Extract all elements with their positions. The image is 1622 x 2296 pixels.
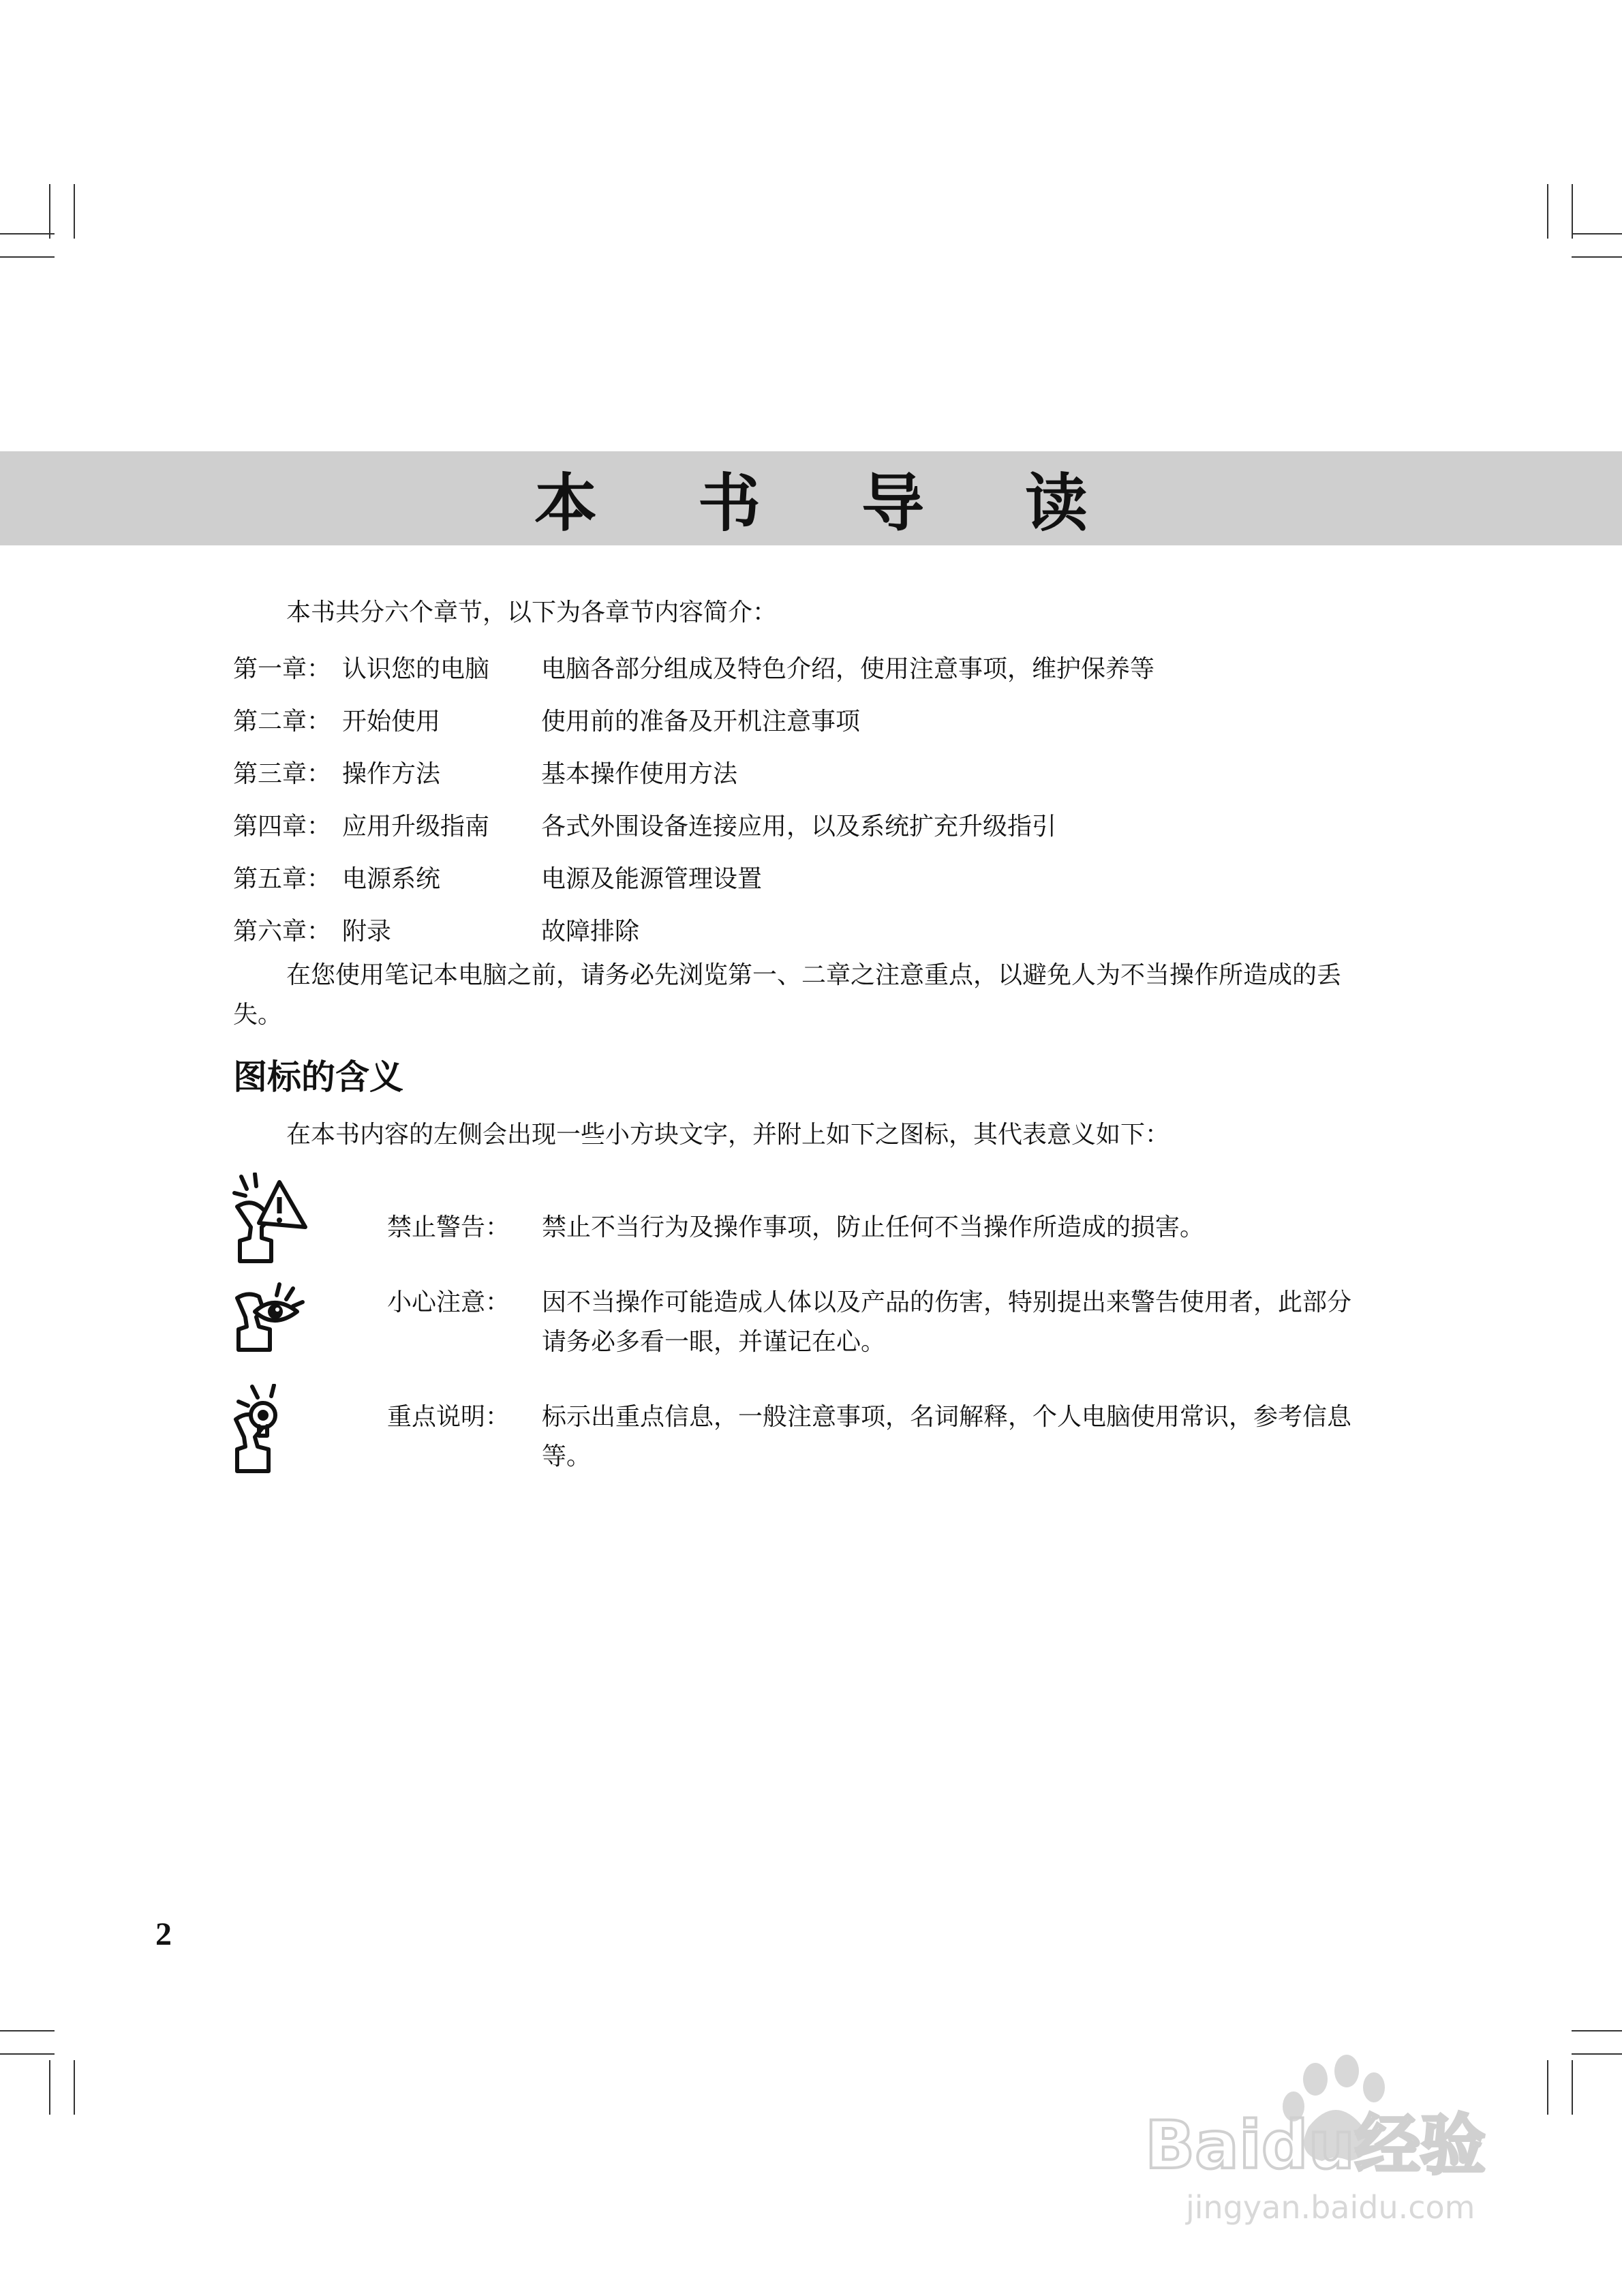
- chapter-description: 各式外围设备连接应用，以及系统扩充升级指引: [541, 813, 1057, 841]
- legend-description: 因不当操作可能造成人体以及产品的伤害，特别提出来警告使用者，此部分请务必多看一眼，并谨记在心。: [542, 1288, 1352, 1356]
- chapter-title: 操作方法: [342, 760, 441, 788]
- chapter-title: 认识您的电脑: [342, 655, 490, 683]
- crop-mark: [1547, 2060, 1548, 2115]
- section-heading: 图标的含义: [233, 1057, 403, 1097]
- intro-paragraph: 本书共分六个章节，以下为各章节内容简介：: [286, 599, 778, 626]
- chapter-row: [233, 746, 1392, 798]
- crop-mark: [0, 233, 55, 235]
- crop-mark: [49, 2060, 50, 2115]
- crop-mark: [74, 2060, 75, 2115]
- chapter-number: 第四章：: [233, 813, 332, 841]
- crop-mark: [1547, 184, 1548, 239]
- page-title: 本 书 导 读: [534, 467, 1128, 540]
- chapter-description: 电源及能源管理设置: [541, 865, 763, 893]
- crop-mark: [0, 256, 55, 258]
- title-band: [0, 451, 1622, 545]
- chapter-list: [233, 641, 1392, 956]
- chapter-description: 使用前的准备及开机注意事项: [541, 708, 861, 736]
- chapter-title: 附录: [342, 918, 392, 946]
- crop-mark: [74, 184, 75, 239]
- icon-intro-paragraph: 在本书内容的左侧会出现一些小方块文字，并附上如下之图标，其代表意义如下：: [286, 1121, 1170, 1149]
- watermark-text: Baidu经验: [1145, 2107, 1486, 2184]
- chapter-description: 基本操作使用方法: [541, 760, 738, 788]
- crop-mark: [1572, 2053, 1622, 2055]
- crop-mark: [49, 184, 50, 239]
- chapter-title: 电源系统: [342, 865, 441, 893]
- chapter-row: [233, 903, 1392, 956]
- warning-person-icon: [232, 1173, 310, 1265]
- chapter-row: [233, 693, 1392, 746]
- crop-mark: [0, 2053, 55, 2055]
- notice-paragraph: 在您使用笔记本电脑之前，请务必先浏览第一、二章之注意重点，以避免人为不当操作所造成的丢失。: [233, 961, 1342, 1029]
- chapter-number: 第一章：: [233, 655, 332, 683]
- lightbulb-person-icon: [232, 1384, 310, 1476]
- crop-mark: [0, 2030, 55, 2031]
- page-number: 2: [155, 1916, 172, 1952]
- legend-description: 禁止不当行为及操作事项，防止任何不当操作所造成的损害。: [542, 1213, 1205, 1241]
- watermark-url: jingyan.baidu.com: [1186, 2189, 1475, 2226]
- chapter-row: [233, 851, 1392, 903]
- legend-term: 重点说明：: [387, 1403, 510, 1431]
- chapter-description: 电脑各部分组成及特色介绍，使用注意事项，维护保养等: [541, 655, 1155, 683]
- crop-mark: [1572, 2030, 1622, 2031]
- chapter-description: 故障排除: [541, 918, 640, 946]
- eye-person-icon: [232, 1282, 310, 1374]
- crop-mark: [1572, 184, 1573, 239]
- chapter-row: [233, 641, 1392, 693]
- legend-term: 禁止警告：: [387, 1213, 510, 1241]
- chapter-title: 开始使用: [342, 708, 441, 736]
- legend-term: 小心注意：: [387, 1288, 510, 1316]
- crop-mark: [1572, 2060, 1573, 2115]
- crop-mark: [1572, 256, 1622, 258]
- chapter-title: 应用升级指南: [342, 813, 490, 841]
- chapter-number: 第五章：: [233, 865, 332, 893]
- crop-mark: [1572, 233, 1622, 235]
- chapter-number: 第二章：: [233, 708, 332, 736]
- chapter-row: [233, 798, 1392, 851]
- legend-description: 标示出重点信息，一般注意事项，名词解释，个人电脑使用常识，参考信息等。: [542, 1403, 1352, 1470]
- chapter-number: 第三章：: [233, 760, 332, 788]
- baidu-watermark-logo: [1145, 2052, 1527, 2229]
- chapter-number: 第六章：: [233, 918, 332, 946]
